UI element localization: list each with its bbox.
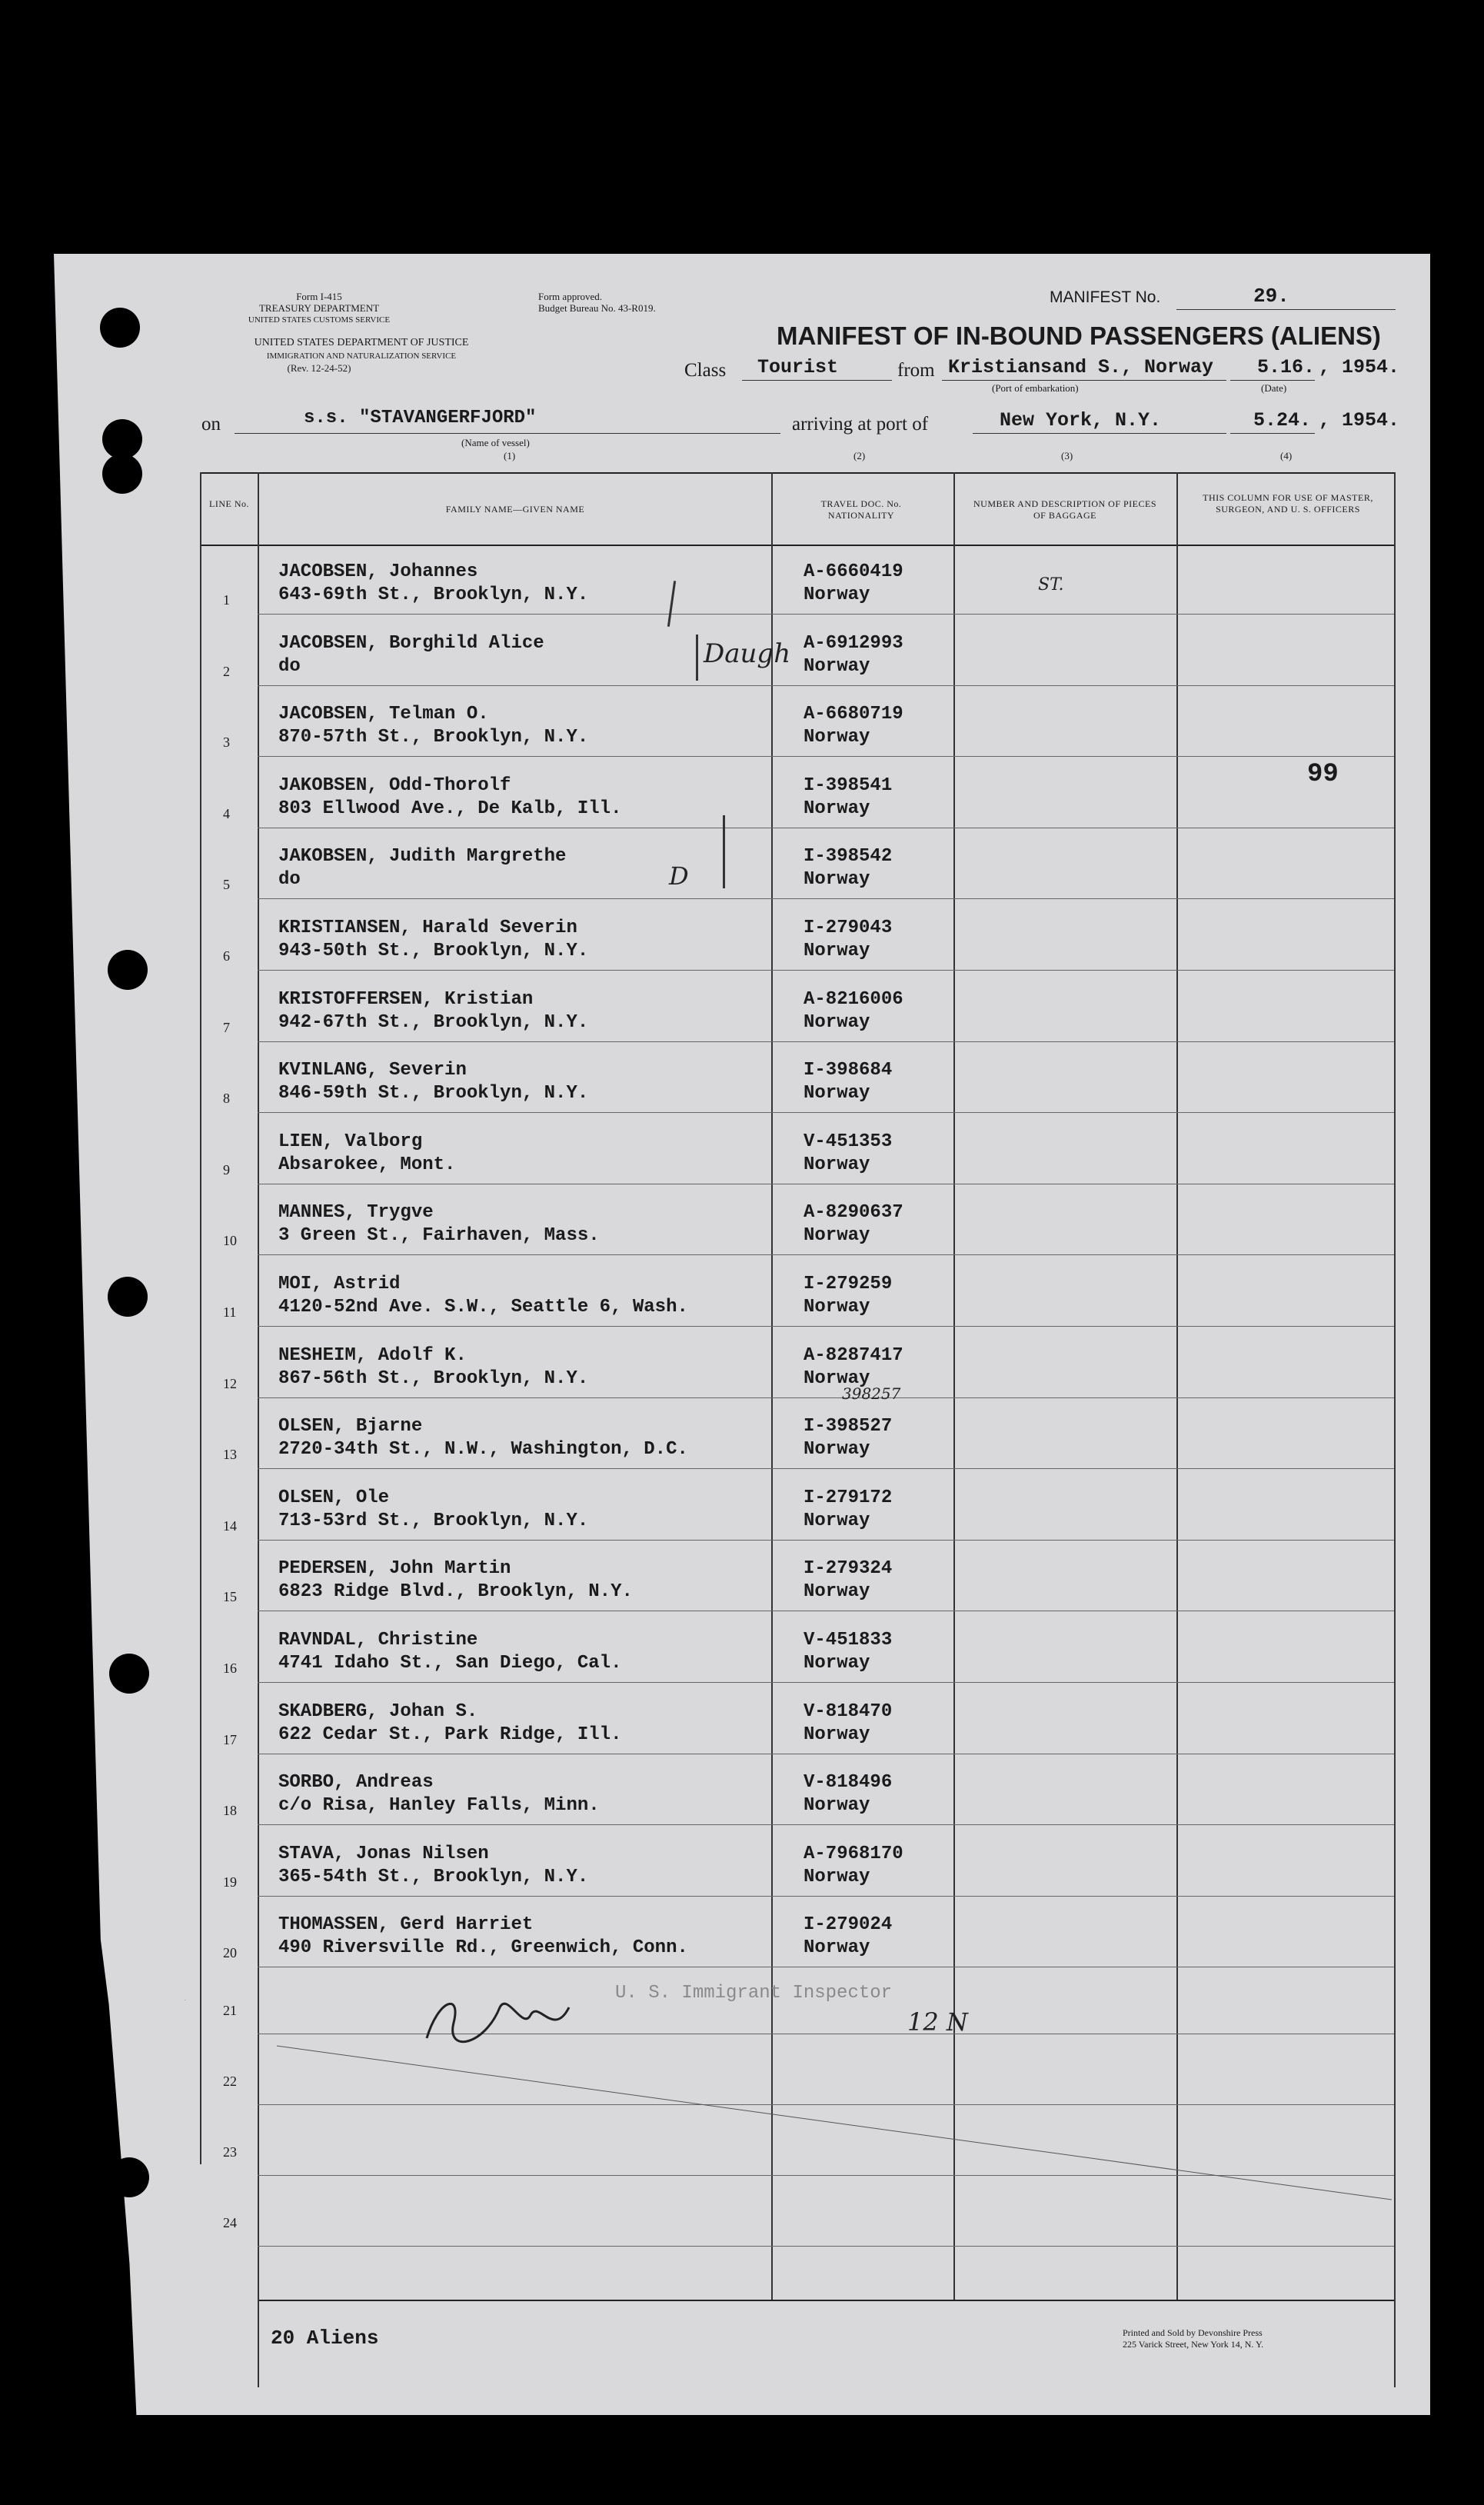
- passenger-address: do: [278, 869, 301, 891]
- passenger-name: JAKOBSEN, Judith Margrethe: [278, 846, 567, 868]
- from-value: Kristiansand S., Norway: [948, 356, 1214, 378]
- line-number: 5: [223, 877, 230, 893]
- binder-hole: [108, 1277, 148, 1317]
- travel-doc-number: I-279324: [804, 1558, 893, 1580]
- passenger-address: 870-57th St., Brooklyn, N.Y.: [278, 727, 589, 748]
- embark-date: 5.16.: [1257, 356, 1316, 378]
- passenger-name: RAVNDAL, Christine: [278, 1630, 478, 1651]
- line-number: 23: [223, 2144, 237, 2160]
- nationality: Norway: [804, 1225, 870, 1247]
- passenger-name: LIEN, Valborg: [278, 1131, 423, 1152]
- line-number: 2: [223, 663, 230, 679]
- vessel-caption: (Name of vessel): [461, 437, 530, 448]
- col-header-line: LINE No.: [209, 498, 249, 509]
- passenger-address: 4741 Idaho St., San Diego, Cal.: [278, 1653, 622, 1674]
- line-number: 22: [223, 2074, 237, 2089]
- travel-doc-number: I-398541: [804, 774, 893, 796]
- nationality: Norway: [804, 1011, 870, 1033]
- line-number: 7: [223, 1019, 230, 1035]
- col-num-4: (4): [1280, 450, 1293, 461]
- nationality: Norway: [804, 1083, 870, 1104]
- passenger-name: OLSEN, Bjarne: [278, 1416, 423, 1437]
- line-number: 8: [223, 1091, 230, 1107]
- line-number: 9: [223, 1161, 230, 1178]
- line-number: 16: [223, 1661, 237, 1676]
- passenger-name: JACOBSEN, Borghild Alice: [278, 632, 544, 654]
- passenger-name: NESHEIM, Adolf K.: [278, 1344, 467, 1366]
- total-aliens: 20 Aliens: [271, 2327, 379, 2350]
- passenger-address: 943-50th St., Brooklyn, N.Y.: [278, 941, 589, 961]
- passenger-name: JACOBSEN, Telman O.: [278, 704, 489, 725]
- nationality: Norway: [804, 655, 870, 677]
- travel-doc-number: I-398684: [804, 1060, 893, 1081]
- binder-hole: [100, 308, 140, 348]
- binder-hole: [109, 1654, 149, 1694]
- line-number: 13: [223, 1447, 237, 1463]
- line-number: 14: [223, 1517, 237, 1534]
- stray-pencil-lines: [177, 2000, 1399, 2230]
- col-num-2: (2): [853, 450, 866, 461]
- passenger-address: 365-54th St., Brooklyn, N.Y.: [278, 1866, 589, 1887]
- inspector-stamp: U. S. Immigrant Inspector: [615, 1983, 893, 2004]
- passenger-address: c/o Risa, Hanley Falls, Minn.: [278, 1795, 600, 1817]
- manifest-no-value: 29.: [1253, 285, 1289, 308]
- passenger-name: SKADBERG, Johan S.: [278, 1701, 478, 1722]
- line-number: 4: [223, 805, 230, 821]
- travel-doc-number: V-818496: [804, 1772, 893, 1794]
- passenger-name: THOMASSEN, Gerd Harriet: [278, 1914, 534, 1936]
- nationality: Norway: [804, 798, 870, 819]
- customs-service: UNITED STATES CUSTOMS SERVICE: [248, 315, 391, 325]
- binder-hole: [108, 950, 148, 990]
- travel-doc-number: A-7968170: [804, 1843, 903, 1864]
- passenger-address: 803 Ellwood Ave., De Kalb, Ill.: [278, 798, 622, 819]
- on-label: on: [201, 414, 221, 435]
- passenger-address: 6823 Ridge Blvd., Brooklyn, N.Y.: [278, 1581, 633, 1603]
- ins-service: IMMIGRATION AND NATURALIZATION SERVICE: [266, 351, 457, 361]
- nationality: Norway: [804, 1866, 870, 1887]
- nationality: Norway: [804, 941, 870, 961]
- travel-doc-number: A-8216006: [804, 988, 903, 1010]
- manifest-no-label: MANIFEST No.: [1050, 288, 1161, 306]
- nationality: Norway: [804, 1795, 870, 1817]
- line-number: 17: [223, 1731, 237, 1747]
- passenger-address: 867-56th St., Brooklyn, N.Y.: [278, 1367, 589, 1389]
- line-number: 12: [223, 1375, 237, 1391]
- arrival-year: , 1954.: [1319, 409, 1400, 431]
- justice-dept: UNITED STATES DEPARTMENT OF JUSTICE: [254, 337, 469, 348]
- stamp-99: 99: [1307, 760, 1339, 789]
- travel-doc-number: V-451833: [804, 1630, 893, 1651]
- handwritten-initials: 12 N: [907, 2007, 968, 2037]
- form-number: Form I-415: [296, 291, 342, 302]
- passenger-name: MANNES, Trygve: [278, 1202, 434, 1224]
- travel-doc-number: A-6660419: [804, 561, 903, 582]
- nationality: Norway: [804, 1510, 870, 1531]
- handwritten-daughter: Daugh: [704, 638, 791, 669]
- line-number: 18: [223, 1803, 237, 1819]
- nationality: Norway: [804, 1653, 870, 1674]
- travel-doc-number: I-398542: [804, 846, 893, 868]
- passenger-address: 4120-52nd Ave. S.W., Seattle 6, Wash.: [278, 1297, 688, 1317]
- passenger-address: 2720-34th St., N.W., Washington, D.C.: [278, 1439, 688, 1461]
- treasury-dept: TREASURY DEPARTMENT: [258, 302, 380, 314]
- travel-doc-number: V-818470: [804, 1701, 893, 1722]
- passenger-name: SORBO, Andreas: [278, 1772, 434, 1794]
- line-number: 20: [223, 1945, 237, 1961]
- passenger-address: 942-67th St., Brooklyn, N.Y.: [278, 1011, 589, 1033]
- handwritten-st: ST.: [1038, 575, 1064, 595]
- line-number: 15: [223, 1589, 237, 1605]
- travel-doc-number: V-451353: [804, 1131, 893, 1152]
- nationality: Norway: [804, 1297, 870, 1317]
- passenger-address: 490 Riversville Rd., Greenwich, Conn.: [278, 1937, 688, 1959]
- col-header-officers: THIS COLUMN FOR USE OF MASTER, SURGEON, AND U. S. OFFICERS: [1203, 492, 1373, 515]
- line-number: 10: [223, 1233, 237, 1249]
- travel-doc-number: A-6912993: [804, 632, 903, 654]
- col-header-baggage: NUMBER AND DESCRIPTION OF PIECES OF BAGGAGE: [973, 498, 1157, 521]
- col-num-3: (3): [1061, 450, 1073, 461]
- arrival-date: 5.24.: [1253, 409, 1312, 431]
- date-caption: (Date): [1261, 382, 1287, 394]
- passenger-address: 622 Cedar St., Park Ridge, Ill.: [278, 1724, 622, 1745]
- travel-doc-number: I-279172: [804, 1487, 893, 1508]
- travel-doc-number: A-8290637: [804, 1202, 903, 1224]
- binder-hole: [109, 2157, 149, 2197]
- passenger-name: OLSEN, Ole: [278, 1487, 390, 1508]
- travel-doc-number: I-279259: [804, 1274, 893, 1294]
- passenger-name: JAKOBSEN, Odd-Thorolf: [278, 774, 511, 796]
- arriving-label: arriving at port of: [792, 414, 929, 435]
- col-header-travel: TRAVEL DOC. No. NATIONALITY: [820, 498, 902, 521]
- class-value: Tourist: [757, 356, 839, 378]
- passenger-address: 3 Green St., Fairhaven, Mass.: [278, 1225, 600, 1247]
- binder-hole: [102, 454, 142, 494]
- line-number: 1: [223, 592, 230, 608]
- nationality: Norway: [804, 869, 870, 891]
- manifest-title: MANIFEST OF IN-BOUND PASSENGERS (ALIENS): [777, 321, 1381, 350]
- passenger-name: MOI, Astrid: [278, 1274, 401, 1294]
- line-number: 19: [223, 1874, 237, 1890]
- passenger-name: JACOBSEN, Johannes: [278, 561, 478, 582]
- passenger-name: STAVA, Jonas Nilsen: [278, 1843, 489, 1864]
- line-number: 11: [223, 1304, 237, 1320]
- printer-line-2: 225 Varick Street, New York 14, N. Y.: [1123, 2339, 1264, 2350]
- travel-doc-number: I-279024: [804, 1914, 893, 1936]
- travel-doc-number: I-398527: [804, 1416, 893, 1437]
- col-header-name: FAMILY NAME—GIVEN NAME: [445, 504, 585, 515]
- nationality: Norway: [804, 585, 870, 605]
- travel-doc-number: A-6680719: [804, 704, 903, 725]
- from-label: from: [897, 360, 935, 381]
- line-number: 3: [223, 735, 230, 751]
- passenger-address: Absarokee, Mont.: [278, 1154, 456, 1175]
- handwritten-correction: 398257: [842, 1384, 901, 1403]
- form-approved: Form approved.: [538, 291, 603, 302]
- embark-year: , 1954.: [1319, 356, 1400, 378]
- vessel-name: s.s. "STAVANGERFJORD": [304, 408, 537, 428]
- line-number: 21: [223, 2003, 237, 2018]
- line-number: 6: [223, 948, 230, 964]
- nationality: Norway: [804, 1367, 870, 1389]
- class-label: Class: [684, 360, 727, 381]
- nationality: Norway: [804, 1937, 870, 1959]
- budget-bureau: Budget Bureau No. 43-R019.: [538, 302, 656, 314]
- nationality: Norway: [804, 1154, 870, 1175]
- col-num-1: (1): [504, 450, 516, 461]
- handwritten-d: D: [669, 861, 689, 891]
- port-caption: (Port of embarkation): [992, 382, 1079, 394]
- nationality: Norway: [804, 1581, 870, 1603]
- passenger-address: 643-69th St., Brooklyn, N.Y.: [278, 585, 589, 605]
- passenger-name: KRISTIANSEN, Harald Severin: [278, 918, 577, 938]
- nationality: Norway: [804, 1439, 870, 1461]
- form-revision: (Rev. 12-24-52): [287, 362, 351, 374]
- printer-line-1: Printed and Sold by Devonshire Press: [1123, 2327, 1263, 2338]
- passenger-address: do: [278, 655, 301, 677]
- travel-doc-number: A-8287417: [804, 1344, 903, 1366]
- passenger-name: PEDERSEN, John Martin: [278, 1558, 511, 1580]
- passenger-name: KRISTOFFERSEN, Kristian: [278, 988, 534, 1010]
- line-number: 24: [223, 2215, 237, 2230]
- travel-doc-number: I-279043: [804, 918, 893, 938]
- passenger-name: KVINLANG, Severin: [278, 1060, 467, 1081]
- nationality: Norway: [804, 727, 870, 748]
- passenger-address: 713-53rd St., Brooklyn, N.Y.: [278, 1510, 589, 1531]
- passenger-address: 846-59th St., Brooklyn, N.Y.: [278, 1083, 589, 1104]
- arrival-port: New York, N.Y.: [1000, 409, 1162, 431]
- nationality: Norway: [804, 1724, 870, 1745]
